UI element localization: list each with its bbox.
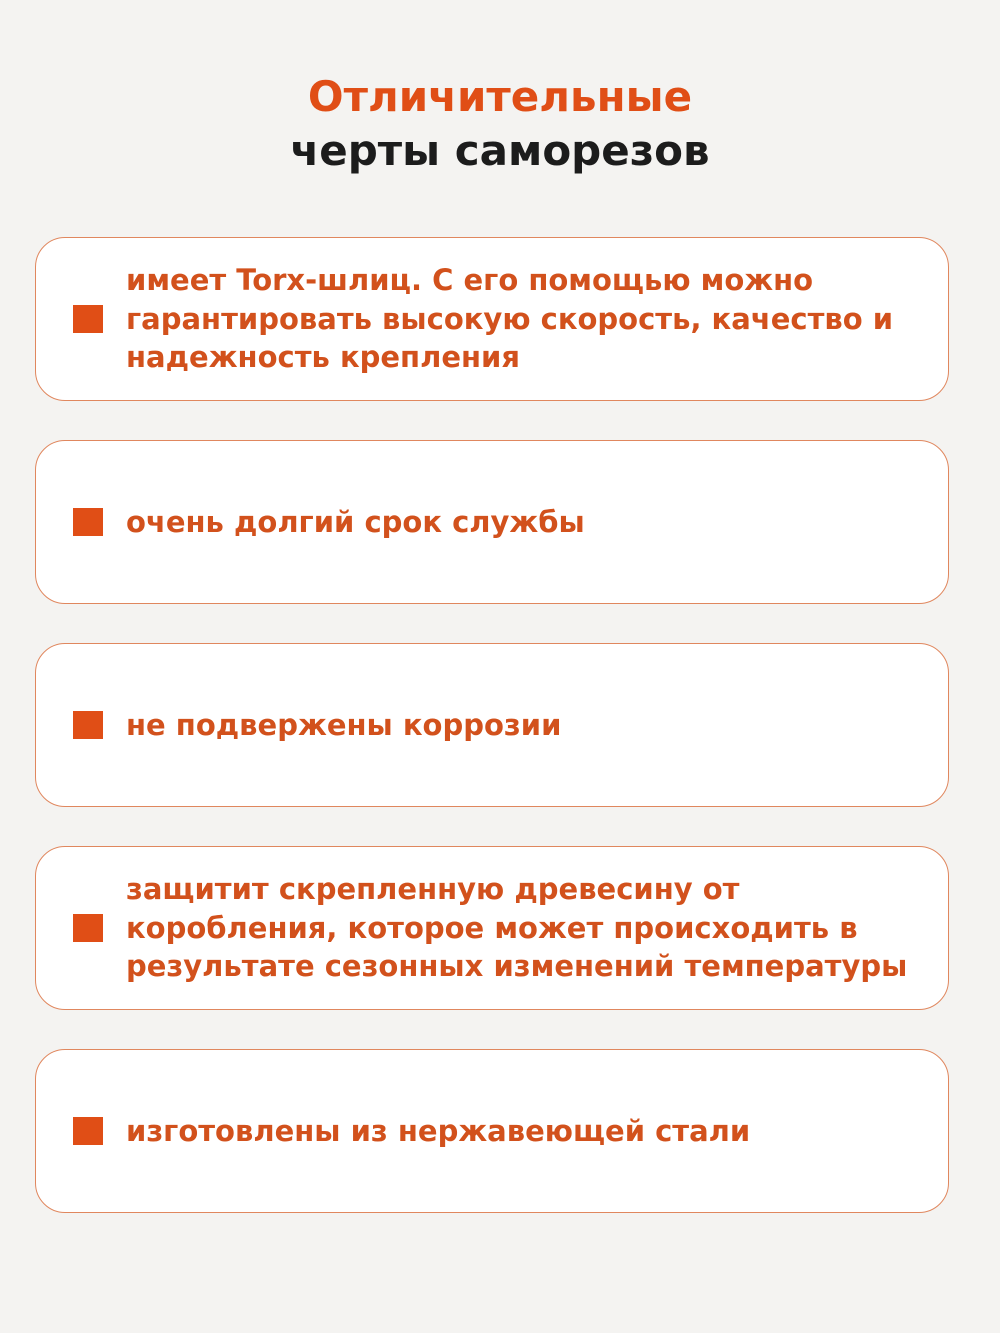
title-line-dark: черты саморезов	[290, 126, 710, 175]
square-bullet-icon	[73, 305, 103, 333]
feature-text: защитит скрепленную древесину от коробления, которое может происходить в результате сезонных изменений температуры	[126, 872, 908, 984]
square-bullet-icon	[73, 508, 103, 536]
square-bullet-icon	[73, 711, 103, 739]
feature-text: имеет Torx-шлиц. С его помощью можно гарантировать высокую скорость, качество и надежность крепления	[126, 263, 894, 375]
feature-card	[35, 846, 949, 1010]
page-title	[0, 70, 1000, 178]
feature-text: не подвержены коррозии	[126, 707, 562, 742]
square-bullet-icon	[73, 1117, 103, 1145]
feature-card	[35, 643, 949, 807]
title-line-accent: Отличительные	[307, 72, 693, 121]
feature-text: очень долгий срок службы	[126, 504, 585, 539]
feature-card	[35, 237, 949, 401]
square-bullet-icon	[73, 914, 103, 942]
feature-card	[35, 1049, 949, 1213]
feature-card	[35, 440, 949, 604]
feature-text: изготовлены из нержавеющей стали	[126, 1113, 751, 1148]
